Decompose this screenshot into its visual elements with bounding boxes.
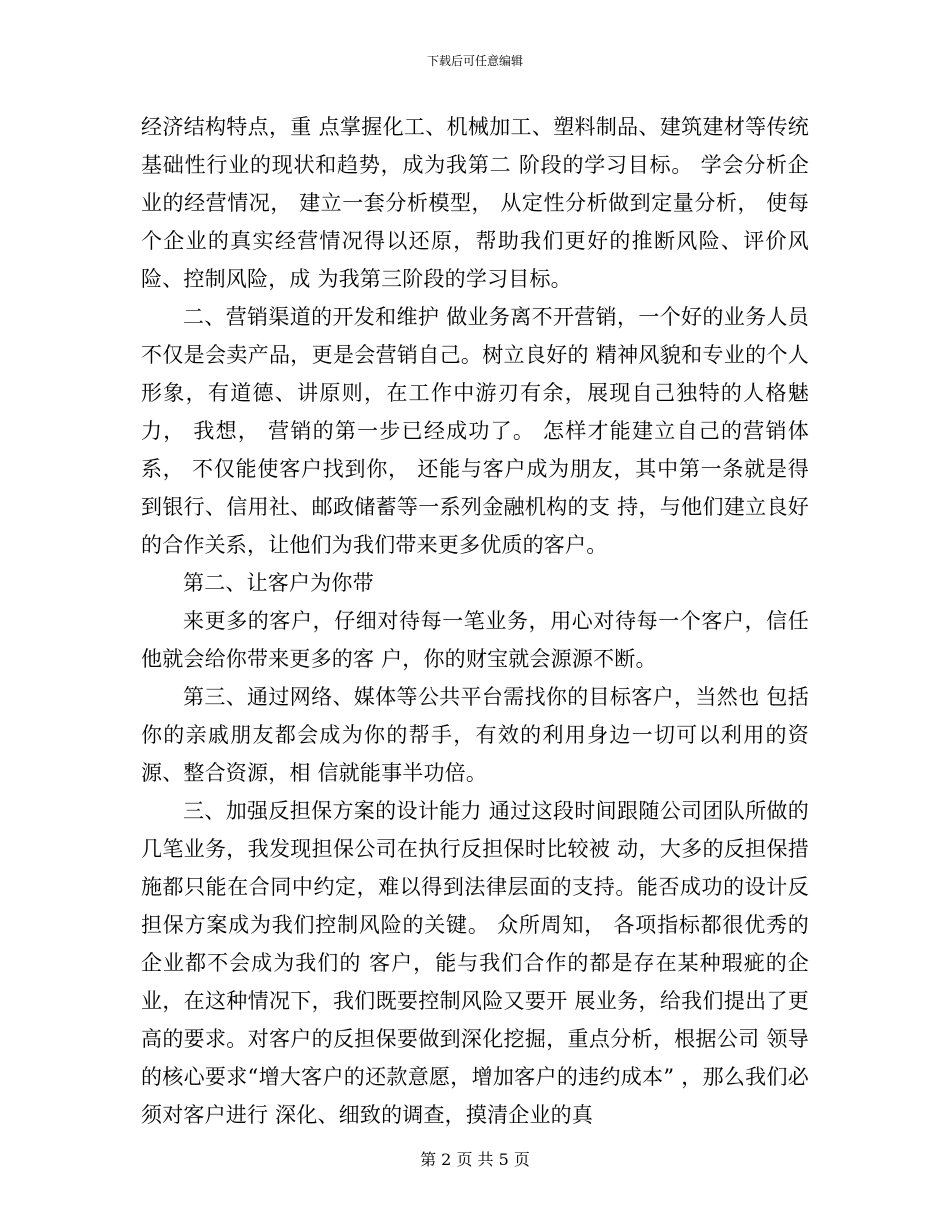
- paragraph-3: 第二、让客户为你带: [183, 571, 374, 595]
- page-number-footer: 第 2 页 共 5 页: [420, 1150, 530, 1169]
- paragraph-4: 来更多的客户，仔细对待每一笔业务，用心对待每一个客户，信任他就会给你带来更多的客 户，你的财宝就会源源不断。: [141, 609, 809, 671]
- document-body: [141, 108, 809, 1134]
- paragraph-2: 二、营销渠道的开发和维护 做业务离不开营销，一个好的业务人员不仅是会卖产品，更是会营销自己。树立良好的 精神风貌和专业的个人形象，有道德、讲原则，在工作中游刃有余，展现自己独特的人格魅 力， 我想， 营销的第一步已经成功了。 怎样才能建立自己的营销体系， 不仅能使客户找到你， 还能与客户成为朋友，其中第一条就是得到银行、信用社、邮政储蓄等一系列金融机构的支 持，与他们建立良好的合作关系，让他们为我们带来更多优质的客户。: [141, 305, 809, 557]
- paragraph-5: 第三、通过网络、媒体等公共平台需找你的目标客户，当然也 包括你的亲戚朋友都会成为你的帮手，有效的利用身边一切可以利用的资源、整合资源，相 信就能事半功倍。: [141, 685, 809, 785]
- paragraph-6: 三、加强反担保方案的设计能力 通过这段时间跟随公司团队所做的几笔业务，我发现担保公司在执行反担保时比较被 动，大多的反担保措施都只能在合同中约定，难以得到法律层面的支持。能否成功的设计反 担保方案成为我们控制风险的关键。 众所周知， 各项指标都很优秀的企业都不会成为我们的 客户，能与我们合作的都是存在某种瑕疵的企业，在这种情况下，我们既要控制风险又要开 展业务，给我们提出了更高的要求。对客户的反担保要做到深化挖掘，重点分析，根据公司 领导的核心要求“增大客户的还款意愿，增加客户的违约成本” ，那么我们必须对客户进行 深化、细致的调查，摸清企业的真: [141, 799, 809, 1127]
- paragraph-1: 经济结构特点，重 点掌握化工、机械加工、塑料制品、建筑建材等传统基础性行业的现状和趋势，成为我第二 阶段的学习目标。 学会分析企业的经营情况， 建立一套分析模型， 从定性分析做到定量分析， 使每个企业的真实经营情况得以还原，帮助我们更好的推断风险、评价风险、控制风险，成 为我第三阶段的学习目标。: [141, 115, 809, 291]
- page-header: 下载后可任意编辑: [426, 54, 523, 68]
